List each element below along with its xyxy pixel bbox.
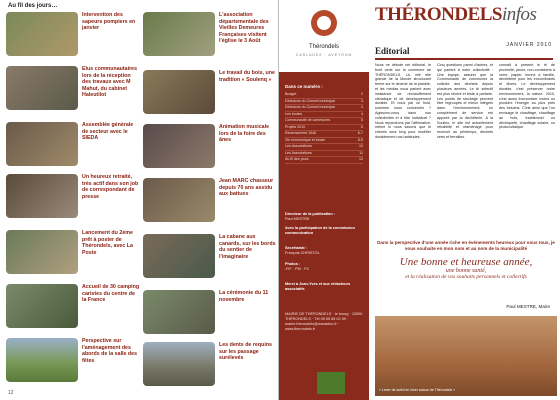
- winter-sunrise-photo: [375, 316, 557, 396]
- table-of-contents: [285, 92, 363, 164]
- photo-item: [143, 178, 277, 224]
- photo-caption: L'association départementale des Vieilles Demeures Françaises visitent l'église le 3 Août: [219, 12, 269, 44]
- photo-item: [6, 338, 140, 384]
- photo-thumbnail: [6, 122, 78, 166]
- toc-row[interactable]: Les Associations 10: [285, 144, 363, 151]
- sidebar: [279, 0, 369, 400]
- toc-row[interactable]: Au fil des jours 12: [285, 157, 363, 164]
- toc-row[interactable]: Communauté de communes 5: [285, 118, 363, 125]
- masthead: THÉRONDELSinfos: [375, 4, 537, 25]
- photo-item: [143, 70, 277, 116]
- photo-thumbnail: [6, 174, 78, 218]
- photo-thumbnail: [6, 66, 78, 110]
- logo-name: Thérondels: [308, 44, 340, 50]
- toc-row[interactable]: Décisions du Conseil municipal 4: [285, 105, 363, 112]
- logo: [279, 0, 369, 72]
- photo-thumbnail: [143, 234, 215, 278]
- photo-item: [143, 342, 277, 388]
- photo-item: [143, 290, 277, 336]
- right-page: [279, 0, 560, 400]
- photo-caption: Un heureux retraité, très actif dans son job de correspondant de presse: [82, 174, 139, 200]
- photo-item: [143, 12, 277, 58]
- logo-subtitle: CARLADEZ · AVEYRON: [295, 53, 353, 57]
- photo-caption: Perspective sur l'aménagement des abords de la salle des fêtes: [82, 338, 138, 364]
- photo-caption: Jean MARC chasseur depuis 70 ans assidu aux battues: [219, 178, 274, 197]
- photo-thumbnail: [143, 342, 215, 386]
- photo-item: [143, 234, 277, 280]
- credits-publisher: Directeur de la publication : Paul MESTRE: [285, 212, 336, 221]
- toc-row[interactable]: Recensement 1946 6-7: [285, 131, 363, 138]
- wish-line: Une bonne et heureuse année,: [399, 256, 533, 268]
- logo-icon: [311, 10, 337, 36]
- credits-thanks: Merci à Jean-Yves et aux rédacteurs associatifs: [285, 282, 351, 291]
- photo-caption: « Lever de soleil en hiver autour de Thérondels »: [379, 388, 456, 392]
- photo-thumbnail: [143, 290, 215, 334]
- photo-thumbnail: [6, 338, 78, 382]
- mairie-address: MAIRIE DE THÉRONDELS · le bourg · 12600 THÉRONDELS · Tél 05 65 66 02 59 · mairie.therondels@wanadoo.fr · www.therondels.fr: [285, 312, 363, 331]
- photo-item: [6, 230, 140, 276]
- wish-line: et la réalisation de vos souhaits personnels et collectifs: [405, 274, 527, 280]
- photo-caption: Animation musicale lors de la foire des ânes: [219, 124, 270, 143]
- photo-thumbnail: [6, 284, 78, 328]
- toc-row[interactable]: Projets 2010 6: [285, 125, 363, 132]
- photo-caption: Intervention des sapeurs pompiers en janvier: [82, 12, 136, 31]
- photo-caption: La cérémonie du 11 novembre: [219, 290, 269, 303]
- credits-secretariat: Secrétariat : François CHRISTOL: [285, 246, 320, 255]
- toc-row[interactable]: Les Associations 11: [285, 151, 363, 158]
- toc-heading: Dans ce numéro :: [285, 84, 323, 89]
- issue-date: JANVIER 2010: [506, 42, 552, 48]
- new-year-wishes: [375, 256, 557, 280]
- section-title: Au fil des jours…: [8, 3, 58, 9]
- photo-caption: Accueil de 30 camping caristes du centre de la France: [82, 284, 140, 303]
- photo-caption: Elus communautaires lors de la réception des travaux avec M Mahut, du cabinet Haleutilot: [82, 66, 138, 98]
- photo-caption: Les dents de requins sur les passage surélevés: [219, 342, 272, 361]
- credits-commission: Avec la participation de la commission communication: [285, 226, 355, 235]
- credits-photos: Photos : JYF · PM · FC: [285, 262, 310, 271]
- photo-thumbnail: [6, 12, 78, 56]
- toc-row[interactable]: Les écoles 4: [285, 112, 363, 119]
- photo-caption: Lancement du 2ème prêt à poster de Thérondels, avec La Poste: [82, 230, 133, 256]
- photo-thumbnail: [6, 230, 78, 274]
- photo-thumbnail: [143, 124, 215, 168]
- photo-item: [143, 124, 277, 170]
- toc-row[interactable]: Vie économique et locale 8-9: [285, 138, 363, 145]
- divider: [375, 58, 553, 60]
- photo-item: [6, 66, 140, 112]
- greeting-text: Dans la perspective d'une année riche en événements heureux pour vous tous, je vous souhaite en mon nom et au nom de la municipalité: [377, 240, 555, 251]
- photo-item: [6, 12, 140, 58]
- signature: Paul MESTRE, Maire: [506, 304, 550, 309]
- photo-item: [6, 122, 140, 168]
- photo-caption: La cabane aux canards, sur les bords du sentier de l'imaginaire: [219, 234, 276, 260]
- editorial-heading: Editorial: [375, 46, 410, 56]
- editorial-column: connaît à présent le tri de proximité, jaune, non-containers à verre, papier, bonne à famille, déchèterie pour les encombrants et divers. Le développement durable, c'est préserver notre environnement, la nature. 2010, c'est aussi économiser moins ou produire l'énergie au plus près des besoins. C'est ainsi que l'on envisage le chauffage, chauffage au bois, traditionnel ou déchiqueté, chauffage solaire, ou photovoltaïque.: [499, 63, 555, 130]
- eco-label-icon: [317, 372, 345, 394]
- editorial-column: Cinq questions parmi d'autres, et qui parlent à notre collectivité : Une équipe, assurer que la Communauté de communes la collecte des déchets depuis plusieurs années. Le tri sélectif est plus récent et teste à parfaire. Les points de stockage peuvent être regroupés et mieux intégrés dans l'environnement, un complément de service est apporté par la déchèterie. A la Soulino, le site est actuellement réhabilité et réaménagé pour recevoir au printemps, déchets verts et ferrailles.: [437, 63, 493, 139]
- photo-caption: Le travail du bois, une tradition « Soulenq »: [219, 70, 275, 83]
- editorial-column: Nous ne débute cet éditorial, le froid cède sur la commune de THÉRONDELS. Là, elle elle grande de la Monde structurant terme sur le devenir de la planète, et les médias nous parlent avec insistance de réchauffement climatique et de développement durable. Et nous par ce froid, sommes nous concernés ? Agissons-nous dans nos collectivités et à titre individuel ? Nous répondrons par l'affirmative, même si nous savons que le chemin sera long pour modifier durablement nos habitudes.: [375, 63, 431, 139]
- photo-thumbnail: [143, 70, 215, 114]
- photo-caption: Assemblée générale de secteur avec le SIEDA: [82, 122, 134, 141]
- left-page: [0, 0, 279, 400]
- toc-row[interactable]: Budget 2: [285, 92, 363, 99]
- wish-line: une bonne santé,: [445, 268, 487, 274]
- toc-row[interactable]: Décisions du Conseil municipal 3: [285, 99, 363, 106]
- photo-thumbnail: [143, 178, 215, 222]
- photo-item: [6, 174, 140, 220]
- page-number: 12: [8, 390, 14, 396]
- photo-thumbnail: [143, 12, 215, 56]
- photo-item: [6, 284, 140, 330]
